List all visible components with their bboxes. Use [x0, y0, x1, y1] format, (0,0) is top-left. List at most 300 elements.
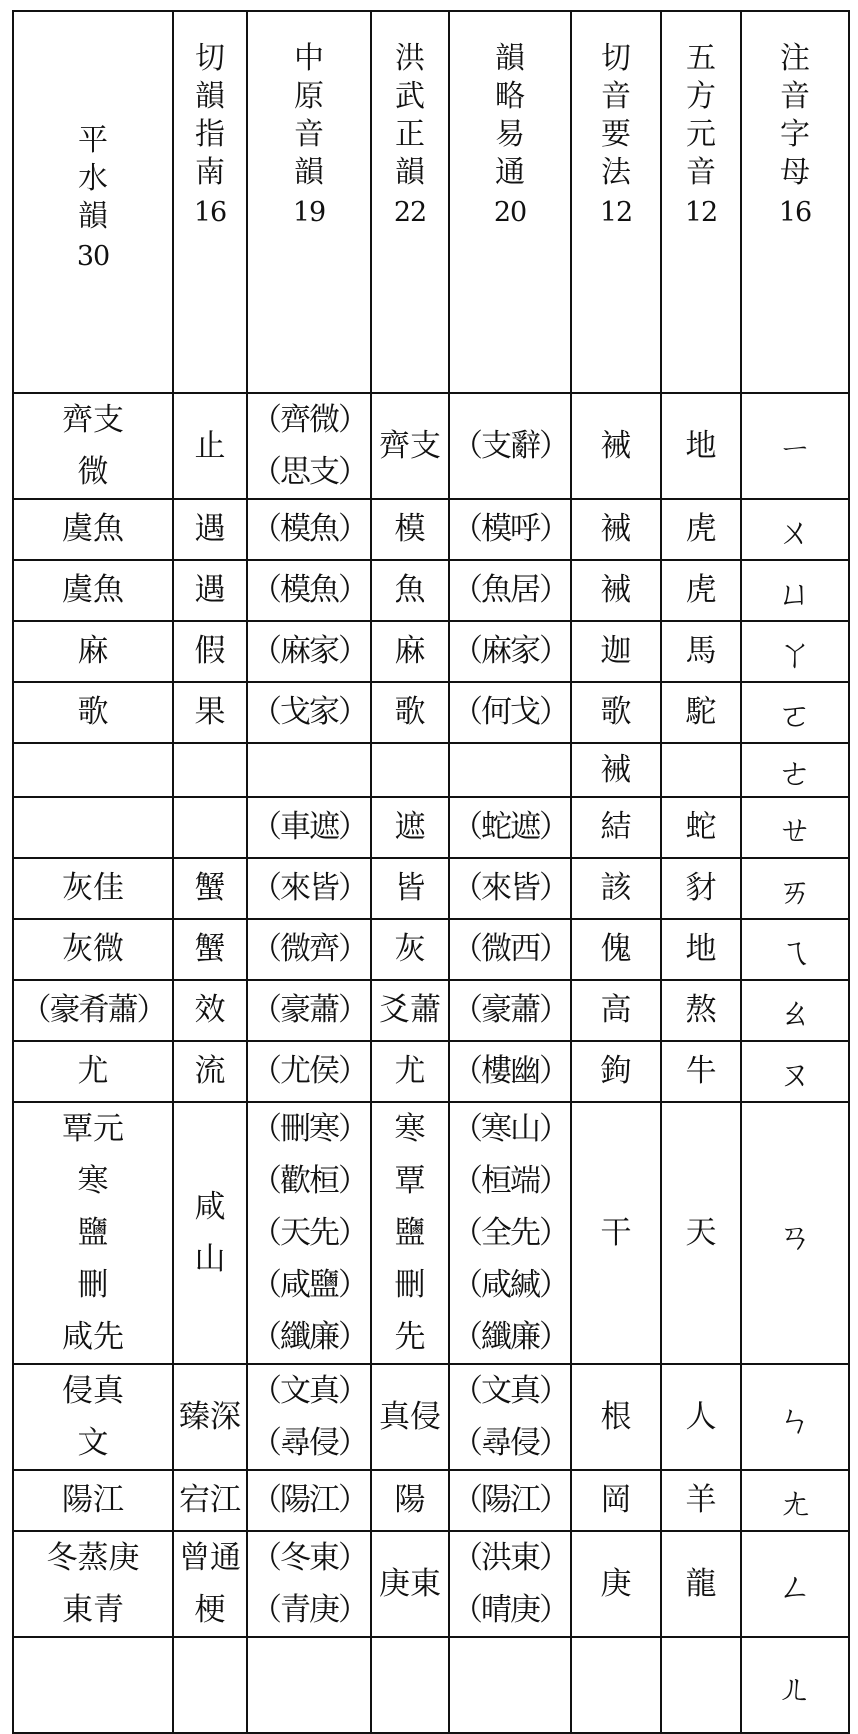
zhuyin-cell — [741, 560, 849, 621]
zhuyin-symbol: ㄩ — [778, 574, 812, 614]
wufang-cell — [661, 682, 741, 743]
table-row — [13, 797, 849, 858]
yunlue-entry: （咸緘） — [452, 1267, 568, 1303]
wufang-entry: 馬 — [685, 633, 717, 669]
wufang-cell — [661, 499, 741, 560]
pingshui-entry: 侵真 — [62, 1373, 124, 1409]
pingshui-entry: 寒 — [77, 1163, 109, 1199]
yunlue-entry: （模呼） — [452, 511, 568, 547]
yunlue-cell — [449, 1531, 571, 1637]
zhuyin-cell — [741, 1102, 849, 1364]
qieyun-entry: 止 — [194, 428, 226, 464]
hongwu-entry: 真侵 — [379, 1399, 441, 1435]
column-header-1 — [13, 11, 173, 393]
qieyin-cell — [571, 743, 661, 797]
zhuyin-symbol: ㄣ — [778, 1400, 812, 1441]
qieyin-entry: 岡 — [600, 1482, 632, 1518]
column-header-8 — [741, 11, 849, 393]
yunlue-cell — [449, 858, 571, 919]
qieyin-cell — [571, 393, 661, 499]
zhongyuan-cell — [247, 499, 371, 560]
qieyun-entry: 臻深 — [179, 1399, 241, 1435]
wufang-entry: 羊 — [685, 1482, 717, 1518]
qieyun-entry: 梗 — [194, 1592, 226, 1628]
qieyin-entry: 干 — [600, 1215, 632, 1251]
wufang-entry: 蛇 — [685, 809, 717, 845]
yunlue-entry: （麻家） — [452, 633, 568, 669]
qieyin-entry: 傀 — [600, 931, 632, 967]
qieyin-cell — [571, 797, 661, 858]
hongwu-entry: 庚東 — [379, 1566, 441, 1602]
zhuyin-symbol: ㄛ — [778, 696, 812, 736]
qieyin-entry: 根 — [600, 1399, 632, 1435]
table-row — [13, 1470, 849, 1531]
pingshui-cell — [13, 1637, 173, 1733]
qieyin-entry: 迦 — [600, 633, 632, 669]
qieyun-entry: 山 — [194, 1241, 226, 1277]
wufang-entry: 龍 — [685, 1566, 717, 1602]
hongwu-entry: 遮 — [394, 809, 426, 845]
pingshui-entry: 灰微 — [62, 931, 124, 967]
yunlue-entry: （何戈） — [452, 694, 568, 730]
yunlue-entry: （樓幽） — [452, 1053, 568, 1089]
zhongyuan-entry: （尤侯） — [251, 1053, 367, 1089]
yunlue-entry: （支辭） — [452, 428, 568, 464]
zhongyuan-cell — [247, 682, 371, 743]
zhuyin-symbol: ㄢ — [778, 1216, 812, 1257]
hongwu-entry: 爻蕭 — [379, 992, 441, 1028]
zhongyuan-cell — [247, 1637, 371, 1733]
qieyun-entry: 果 — [194, 694, 226, 730]
table-row — [13, 980, 849, 1041]
zhuyin-cell — [741, 743, 849, 797]
hongwu-cell — [371, 1041, 449, 1102]
zhuyin-cell — [741, 919, 849, 980]
zhongyuan-entry: （纖廉） — [251, 1319, 367, 1355]
hongwu-entry: 刪 — [394, 1267, 426, 1303]
wufang-entry: 地 — [685, 931, 717, 967]
zhongyuan-entry: （青庚） — [251, 1592, 367, 1628]
zhongyuan-cell — [247, 1364, 371, 1470]
hongwu-entry: 魚 — [394, 572, 426, 608]
zhongyuan-entry: （微齊） — [251, 931, 367, 967]
qieyun-cell — [173, 560, 247, 621]
wufang-cell — [661, 797, 741, 858]
qieyun-entry: 遇 — [194, 511, 226, 547]
hongwu-cell — [371, 743, 449, 797]
hongwu-cell — [371, 499, 449, 560]
table-row — [13, 1364, 849, 1470]
column-header-count: 16 — [193, 197, 227, 228]
qieyun-entry: 曾通 — [179, 1540, 241, 1576]
qieyun-cell — [173, 1637, 247, 1733]
zhuyin-cell — [741, 1470, 849, 1531]
yunlue-entry: （尋侵） — [452, 1425, 568, 1461]
column-header-4 — [371, 11, 449, 393]
qieyin-entry: 裓 — [600, 428, 632, 464]
qieyin-cell — [571, 980, 661, 1041]
qieyin-entry: 歌 — [600, 694, 632, 730]
qieyun-cell — [173, 621, 247, 682]
zhuyin-symbol: ㄚ — [778, 635, 812, 675]
pingshui-entry: 文 — [77, 1425, 109, 1461]
yunlue-entry: （晴庚） — [452, 1592, 568, 1628]
hongwu-entry: 灰 — [394, 931, 426, 967]
zhuyin-cell — [741, 980, 849, 1041]
hongwu-entry: 覃 — [394, 1163, 426, 1199]
wufang-cell — [661, 743, 741, 797]
zhuyin-cell — [741, 393, 849, 499]
zhuyin-symbol: ㄟ — [778, 933, 812, 973]
zhongyuan-entry: （模魚） — [251, 572, 367, 608]
wufang-entry: 人 — [685, 1399, 717, 1435]
wufang-entry: 虎 — [685, 572, 717, 608]
qieyin-cell — [571, 1364, 661, 1470]
wufang-cell — [661, 1637, 741, 1733]
zhuyin-symbol: ㄥ — [778, 1567, 812, 1608]
zhongyuan-entry: （麻家） — [251, 633, 367, 669]
pingshui-cell — [13, 797, 173, 858]
qieyun-cell — [173, 393, 247, 499]
pingshui-cell — [13, 621, 173, 682]
hongwu-entry: 麻 — [394, 633, 426, 669]
wufang-entry: 熬 — [685, 992, 717, 1028]
yunlue-entry: （魚居） — [452, 572, 568, 608]
table-row — [13, 682, 849, 743]
pingshui-cell — [13, 919, 173, 980]
wufang-entry: 牛 — [685, 1053, 717, 1089]
yunlue-entry: （纖廉） — [452, 1319, 568, 1355]
qieyun-cell — [173, 743, 247, 797]
yunlue-entry: （來皆） — [452, 870, 568, 906]
zhongyuan-entry: （豪蕭） — [251, 992, 367, 1028]
zhongyuan-cell — [247, 743, 371, 797]
qieyun-cell — [173, 499, 247, 560]
zhuyin-symbol: ㄠ — [778, 994, 812, 1034]
qieyin-cell — [571, 1470, 661, 1531]
hongwu-cell — [371, 1531, 449, 1637]
table-row — [13, 499, 849, 560]
qieyun-entry: 蟹 — [194, 870, 226, 906]
zhongyuan-cell — [247, 1041, 371, 1102]
yunlue-cell — [449, 560, 571, 621]
pingshui-cell — [13, 393, 173, 499]
wufang-cell — [661, 1531, 741, 1637]
table-row — [13, 919, 849, 980]
qieyin-cell — [571, 1637, 661, 1733]
wufang-entry: 地 — [685, 428, 717, 464]
column-header-count: 20 — [493, 197, 527, 228]
pingshui-cell — [13, 682, 173, 743]
hongwu-cell — [371, 1102, 449, 1364]
zhongyuan-entry: （模魚） — [251, 511, 367, 547]
hongwu-entry: 寒 — [394, 1111, 426, 1147]
qieyin-cell — [571, 499, 661, 560]
zhongyuan-cell — [247, 1470, 371, 1531]
yunlue-entry: （陽江） — [452, 1482, 568, 1518]
hongwu-entry: 尤 — [394, 1053, 426, 1089]
qieyin-cell — [571, 1531, 661, 1637]
pingshui-cell — [13, 980, 173, 1041]
hongwu-cell — [371, 621, 449, 682]
yunlue-entry: （文真） — [452, 1373, 568, 1409]
zhuyin-symbol: ㄨ — [778, 513, 812, 553]
yunlue-entry: （微西） — [452, 931, 568, 967]
table-row — [13, 1637, 849, 1733]
qieyun-cell — [173, 1102, 247, 1364]
qieyun-entry: 蟹 — [194, 931, 226, 967]
pingshui-entry: 刪 — [77, 1267, 109, 1303]
hongwu-cell — [371, 1637, 449, 1733]
wufang-entry: 天 — [685, 1215, 717, 1251]
wufang-entry: 虎 — [685, 511, 717, 547]
table-row — [13, 393, 849, 499]
pingshui-entry: 尤 — [77, 1053, 109, 1089]
rhyme-table — [12, 10, 850, 1734]
pingshui-cell — [13, 1531, 173, 1637]
zhongyuan-entry: （戈家） — [251, 694, 367, 730]
hongwu-entry: 歌 — [394, 694, 426, 730]
hongwu-cell — [371, 1470, 449, 1531]
hongwu-cell — [371, 919, 449, 980]
column-header-name: 注 音 字 母 16 — [778, 40, 812, 232]
yunlue-cell — [449, 393, 571, 499]
qieyun-entry: 效 — [194, 992, 226, 1028]
zhongyuan-cell — [247, 560, 371, 621]
yunlue-cell — [449, 1637, 571, 1733]
zhongyuan-cell — [247, 1102, 371, 1364]
pingshui-entry: 灰佳 — [62, 870, 124, 906]
yunlue-cell — [449, 621, 571, 682]
table-row — [13, 1102, 849, 1364]
hongwu-cell — [371, 393, 449, 499]
zhongyuan-entry: （咸鹽） — [251, 1267, 367, 1303]
table-row — [13, 621, 849, 682]
yunlue-entry: （桓端） — [452, 1163, 568, 1199]
hongwu-entry: 陽 — [394, 1482, 426, 1518]
qieyin-cell — [571, 682, 661, 743]
qieyun-cell — [173, 858, 247, 919]
pingshui-entry: 麻 — [77, 633, 109, 669]
qieyun-entry: 遇 — [194, 572, 226, 608]
yunlue-entry: （洪東） — [452, 1540, 568, 1576]
zhuyin-symbol: ㄞ — [778, 872, 812, 912]
column-header-count: 16 — [778, 197, 812, 228]
zhongyuan-entry: （車遮） — [251, 809, 367, 845]
zhuyin-cell — [741, 858, 849, 919]
column-header-2 — [173, 11, 247, 393]
qieyun-cell — [173, 1041, 247, 1102]
column-header-6 — [571, 11, 661, 393]
qieyin-entry: 高 — [600, 992, 632, 1028]
hongwu-entry: 鹽 — [394, 1215, 426, 1251]
zhongyuan-entry: （陽江） — [251, 1482, 367, 1518]
qieyun-entry: 流 — [194, 1053, 226, 1089]
column-header-count: 22 — [393, 197, 427, 228]
hongwu-cell — [371, 682, 449, 743]
table-row — [13, 560, 849, 621]
yunlue-entry: （寒山） — [452, 1111, 568, 1147]
wufang-cell — [661, 560, 741, 621]
hongwu-entry: 齊支 — [379, 428, 441, 464]
qieyun-entry: 宕江 — [179, 1482, 241, 1518]
column-header-name: 五 方 元 音 12 — [684, 40, 718, 232]
zhuyin-cell — [741, 499, 849, 560]
qieyin-cell — [571, 560, 661, 621]
pingshui-entry: 東青 — [62, 1592, 124, 1628]
column-header-5 — [449, 11, 571, 393]
column-header-name: 中 原 音 韻 19 — [292, 40, 326, 232]
qieyin-entry: 結 — [600, 809, 632, 845]
zhuyin-cell — [741, 797, 849, 858]
pingshui-entry: 歌 — [77, 694, 109, 730]
header-row — [13, 11, 849, 393]
pingshui-entry: 鹽 — [77, 1215, 109, 1251]
zhongyuan-cell — [247, 980, 371, 1041]
yunlue-cell — [449, 499, 571, 560]
hongwu-cell — [371, 797, 449, 858]
zhongyuan-entry: （思支） — [251, 454, 367, 490]
column-header-name: 韻 略 易 通 20 — [493, 40, 527, 232]
pingshui-entry: 覃元 — [62, 1111, 124, 1147]
zhongyuan-entry: （冬東） — [251, 1540, 367, 1576]
pingshui-cell — [13, 743, 173, 797]
zhongyuan-cell — [247, 919, 371, 980]
column-header-count: 12 — [684, 197, 718, 228]
pingshui-entry: （豪肴蕭） — [20, 992, 166, 1028]
rhyme-comparison-sheet — [12, 10, 848, 1709]
wufang-cell — [661, 1470, 741, 1531]
wufang-cell — [661, 919, 741, 980]
yunlue-cell — [449, 1102, 571, 1364]
qieyin-entry: 裓 — [600, 511, 632, 547]
column-header-name: 洪 武 正 韻 22 — [393, 40, 427, 232]
zhuyin-cell — [741, 1041, 849, 1102]
yunlue-entry: （蛇遮） — [452, 809, 568, 845]
qieyin-cell — [571, 919, 661, 980]
qieyun-cell — [173, 682, 247, 743]
pingshui-entry: 齊支 — [62, 402, 124, 438]
zhuyin-symbol: ㄧ — [778, 429, 812, 470]
yunlue-cell — [449, 919, 571, 980]
yunlue-cell — [449, 682, 571, 743]
zhongyuan-cell — [247, 858, 371, 919]
column-header-count: 12 — [599, 197, 633, 228]
column-header-name: 平 水 韻 30 — [76, 122, 110, 276]
qieyin-cell — [571, 621, 661, 682]
pingshui-cell — [13, 1041, 173, 1102]
column-header-3 — [247, 11, 371, 393]
zhongyuan-cell — [247, 393, 371, 499]
qieyin-entry: 裓 — [600, 572, 632, 608]
zhuyin-symbol: ㄝ — [778, 811, 812, 851]
zhongyuan-entry: （刪寒） — [251, 1111, 367, 1147]
yunlue-entry: （全先） — [452, 1215, 568, 1251]
wufang-cell — [661, 980, 741, 1041]
zhuyin-cell — [741, 682, 849, 743]
column-header-name: 切 音 要 法 12 — [599, 40, 633, 232]
zhuyin-cell — [741, 1637, 849, 1733]
table-row — [13, 858, 849, 919]
pingshui-entry: 虞魚 — [62, 511, 124, 547]
zhongyuan-entry: （天先） — [251, 1215, 367, 1251]
wufang-cell — [661, 621, 741, 682]
hongwu-cell — [371, 560, 449, 621]
table-row — [13, 1531, 849, 1637]
table-row — [13, 1041, 849, 1102]
yunlue-cell — [449, 743, 571, 797]
qieyun-cell — [173, 797, 247, 858]
pingshui-cell — [13, 1470, 173, 1531]
yunlue-cell — [449, 1470, 571, 1531]
qieyin-cell — [571, 1102, 661, 1364]
qieyun-cell — [173, 1531, 247, 1637]
pingshui-entry: 微 — [77, 454, 109, 490]
pingshui-entry: 陽江 — [62, 1482, 124, 1518]
pingshui-entry: 冬蒸庚 — [46, 1540, 140, 1576]
pingshui-cell — [13, 858, 173, 919]
yunlue-cell — [449, 980, 571, 1041]
zhongyuan-entry: （尋侵） — [251, 1425, 367, 1461]
zhongyuan-entry: （來皆） — [251, 870, 367, 906]
pingshui-cell — [13, 1364, 173, 1470]
qieyun-cell — [173, 980, 247, 1041]
yunlue-entry: （豪蕭） — [452, 992, 568, 1028]
yunlue-cell — [449, 797, 571, 858]
hongwu-entry: 先 — [394, 1319, 426, 1355]
qieyin-entry: 庚 — [600, 1566, 632, 1602]
qieyin-entry: 該 — [600, 870, 632, 906]
wufang-cell — [661, 1041, 741, 1102]
zhuyin-cell — [741, 1531, 849, 1637]
wufang-entry: 駝 — [685, 694, 717, 730]
table-body — [13, 393, 849, 1733]
zhongyuan-cell — [247, 797, 371, 858]
hongwu-cell — [371, 1364, 449, 1470]
zhongyuan-entry: （文真） — [251, 1373, 367, 1409]
qieyin-cell — [571, 1041, 661, 1102]
qieyun-entry: 假 — [194, 633, 226, 669]
zhuyin-cell — [741, 1364, 849, 1470]
wufang-cell — [661, 393, 741, 499]
zhongyuan-entry: （齊微） — [251, 402, 367, 438]
zhuyin-symbol: ㄤ — [778, 1484, 812, 1524]
wufang-entry: 豺 — [685, 870, 717, 906]
qieyin-entry: 裓 — [600, 752, 632, 788]
qieyun-cell — [173, 1364, 247, 1470]
column-header-count: 30 — [76, 241, 110, 272]
qieyin-cell — [571, 858, 661, 919]
column-header-name: 切 韻 指 南 16 — [193, 40, 227, 232]
zhongyuan-cell — [247, 1531, 371, 1637]
column-header-count: 19 — [292, 197, 326, 228]
wufang-cell — [661, 1102, 741, 1364]
zhuyin-cell — [741, 621, 849, 682]
zhuyin-symbol: ㄡ — [778, 1055, 812, 1095]
pingshui-cell — [13, 560, 173, 621]
hongwu-entry: 模 — [394, 511, 426, 547]
pingshui-entry: 虞魚 — [62, 572, 124, 608]
column-header-7 — [661, 11, 741, 393]
qieyun-cell — [173, 919, 247, 980]
qieyun-cell — [173, 1470, 247, 1531]
hongwu-cell — [371, 858, 449, 919]
wufang-cell — [661, 858, 741, 919]
qieyun-entry: 咸 — [194, 1189, 226, 1225]
pingshui-cell — [13, 499, 173, 560]
zhongyuan-cell — [247, 621, 371, 682]
qieyin-entry: 鉤 — [600, 1053, 632, 1089]
